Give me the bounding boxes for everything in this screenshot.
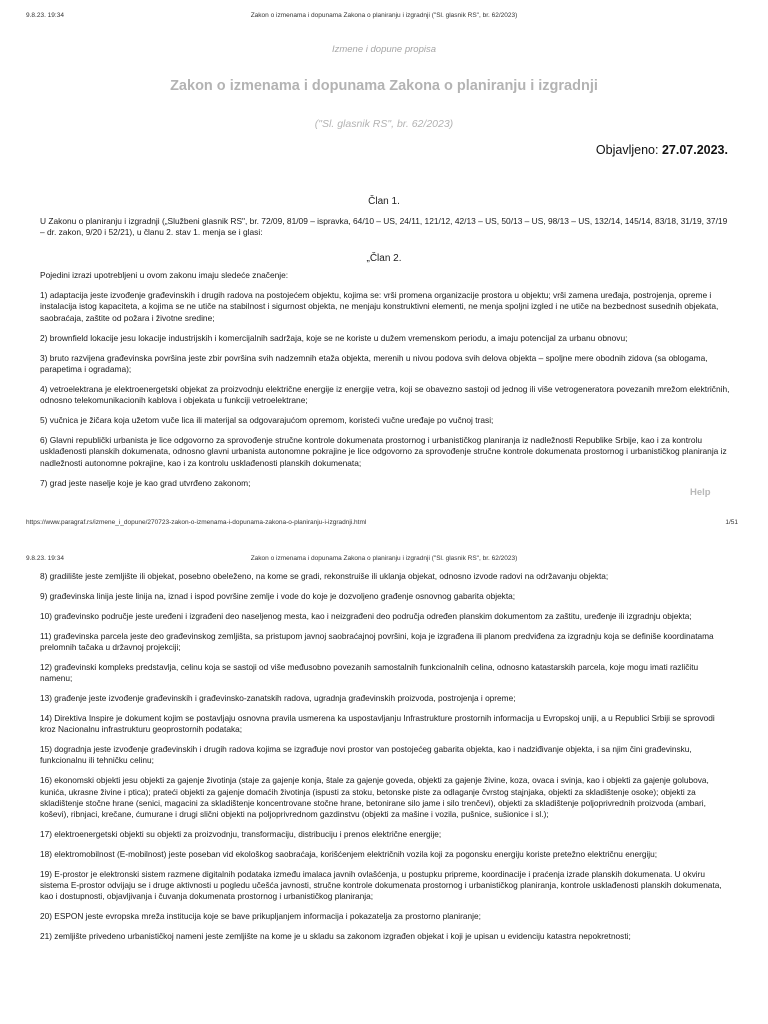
definition-item: 1) adaptacija jeste izvođenje građevinskih i drugih radova na postojećem objektu, kojima se: vrši promena organizacije prostora u objektu; vrši zamena uređaja, postrojenja, opreme i instalacija istog kapaciteta, a kojima se ne utiče na stabilnost i sigurnost objekta, ne menjaju konstruktivni elementi, ne menja spoljni izgled i ne utiče na bezbednost susednih objekata, saobraćaja, zaštite od požara i životne sredine;: [40, 289, 719, 323]
source-url[interactable]: https://www.paragraf.rs/izmene_i_dopune/270723-zakon-o-izmenama-i-dopunama-zakona-o-planiranju-i-izgradnji.html: [26, 519, 367, 526]
definition-item: 19) E-prostor je elektronski sistem razmene digitalnih podataka između imalaca javnih ovlašćenja, u postupku pripreme, koordinacije i praćenja izrade planskih dokumenata. U okviru sistema E-prostor odvijaju se i druge aktivnosti u pogledu učešća javnosti, stručne kontrole dokumenata prostornog i urbanističkog planiranja, kontrole usklađenosti planskih dokumenata, kao i dostupnosti, objavljivanja i čuvanja dokumenata prostornog i urbanističkog planiranja;: [40, 868, 722, 902]
definition-item: 16) ekonomski objekti jesu objekti za gajenje životinja (staje za gajenje konja, štale za gajenje goveda, objekti za gajenje živine, koza, ovaca i svinja, kao i objekti za gajenje golubova, kunića, ukrasne živine i ptica); prateći objekti za gajenje domaćih životinja (ispusti za stoku, betonske piste za odlaganje čvrstog stajnjaka, objekti za skladištenje osoke); objekti za skladištenje stočne hrane (senici, magacini za skladištenje koncentrovane stočne hrane, betonirane silo jame i silo trenčevi), objekti za skladištenje poljoprivrednih proizvoda (ambari, koševi), ribnjaci, krečane, ćumurane i drugi slični objekti na poljoprivrednom gazdinstvu (objekti za mašine i vozila, pušnice, sušionice i sl.);: [40, 775, 709, 820]
definition-item: 13) građenje jeste izvođenje građevinskih i građevinsko-zanatskih radova, ugradnja građevinskih proizvoda, postrojenja i opreme;: [40, 693, 516, 704]
definition-item: 17) elektroenergetski objekti su objekti za proizvodnju, transformaciju, distribuciju i prenos električne energije;: [40, 829, 442, 840]
print-doc-title: Zakon o izmenama i dopunama Zakona o planiranju i izgradnji ("Sl. glasnik RS", br. 62/2023): [250, 12, 518, 19]
definition-item: 8) gradilište jeste zemljište ili objekat, posebno obeleženo, na kome se gradi, rekonstruiše ili uklanja objekat, odnosno izvode radovi na održavanju objekta;: [40, 571, 609, 581]
definition-item: 9) građevinska linija jeste linija na, iznad i ispod površine zemlje i vode do koje je dozvoljeno građenje osnovnog gabarita objekta;: [40, 590, 516, 601]
definitions-list-page-2: [40, 571, 732, 951]
definitions-intro: Pojedini izrazi upotrebljeni u ovom zakonu imaju sledeće značenje:: [40, 270, 289, 280]
article-1-text: U Zakonu o planiranju i izgradnji („Službeni glasnik RS", br. 72/09, 81/09 – ispravka, 64/10 – US, 24/11, 121/12, 42/13 – US, 50/13 – US, 98/13 – US, 132/14, 145/14, 83/18, 31/19, 37/19 – dr. zakon, 9/20 i 52/21), u članu 2. stav 1. menja se i glasi:: [40, 216, 728, 238]
page-footer: [26, 519, 738, 529]
definition-item: 10) građevinsko područje jeste uređeni i izgrađeni deo naseljenog mesta, kao i neizgrađeni deo područja određen planskim dokumentom za zaštitu, uređenje ili izgradnju objekta;: [40, 610, 692, 621]
pdf-page-2: [0, 551, 768, 1024]
published-label: Objavljeno:: [595, 143, 659, 157]
gazette-reference: ("Sl. glasnik RS", br. 62/2023): [314, 118, 454, 130]
definition-item: 11) građevinska parcela jeste deo građevinskog zemljišta, sa pristupom javnoj saobraćajnoj površini, koja je izgrađena ili planom predviđena za izgradnju koja se definiše koordinatama prelomnih tačaka u državnoj projekciji;: [40, 630, 714, 652]
page-header: [26, 555, 742, 565]
page-gap: [0, 535, 768, 551]
definition-item: 5) vučnica je žičara koja užetom vuče lica ili materijal sa odgovarajućom opremom, koristeći vučne uređaje po vučnoj trasi;: [40, 415, 494, 426]
category-kicker: Izmene i dopune propisa: [331, 44, 437, 55]
definition-item: 7) grad jeste naselje koje je kao grad utvrđeno zakonom;: [40, 477, 251, 488]
definition-item: 15) dogradnja jeste izvođenje građevinskih i drugih radova kojima se izgrađuje novi prostor van postojećeg gabarita objekta, kao i nadziđivanje objekta, i sa njim čini građevinsku, funkcionalnu ili tehničku celinu;: [40, 744, 692, 766]
document-title: Zakon o izmenama i dopunama Zakona o planiranju i izgradnji: [170, 78, 598, 94]
print-datetime: 9.8.23. 19:34: [26, 12, 64, 19]
published-date: 27.07.2023.: [661, 143, 728, 157]
page-header: [26, 12, 742, 22]
definitions-list-page-1: [40, 270, 730, 498]
definition-item: 21) zemljište privedeno urbanističkoj nameni jeste zemljište na kome je u skladu sa zakonom izgrađen objekat i koji je upisan u evidenciju katastra nepokretnosti;: [40, 931, 631, 942]
definition-item: 14) Direktiva Inspire je dokument kojim se postavljaju osnovna pravila usmerena ka uspostavljanju Infrastrukture prostornih informacija u Evropskoj uniji, a u Republici Srbiji se sprovodi kroz Nacionalnu infrastrukturu geoprostornih podataka;: [40, 712, 715, 735]
definition-item: 20) ESPON jeste evropska mreža institucija koje se bave prikupljanjem informacija i pokazatelja za prostorno planiranje;: [40, 911, 481, 922]
published-line: [596, 143, 728, 157]
help-button[interactable]: Help: [690, 487, 711, 498]
definition-item: 6) Glavni republički urbanista je lice odgovorno za sprovođenje stručne kontrole dokumenata prostornog i urbanističkog planiranja iz nadležnosti Republike Srbije, kao i za kontrolu usklađenosti planskih dokumenata, odnosno glavni urbanista autonomne pokrajine je lice odgovorno za sprovođenje stručne kontrole dokumenata prostornog i urbanističkog planiranja iz nadležnosti autonomne pokrajine, kao i za kontrolu usklađenosti planskih dokumenata;: [40, 435, 727, 468]
print-doc-title: Zakon o izmenama i dopunama Zakona o planiranju i izgradnji ("Sl. glasnik RS", br. 62/2023): [250, 555, 518, 562]
print-datetime: 9.8.23. 19:34: [26, 555, 64, 562]
definition-item: 2) brownfield lokacije jesu lokacije industrijskih i komercijalnih sadržaja, koje se ne koriste u dužem vremenskom periodu, a imaju potencijal za urbanu obnovu;: [40, 332, 628, 343]
definition-item: 12) građevinski kompleks predstavlja, celinu koja se sastoji od više međusobno povezanih samostalnih funkcionalnih celina, odnosno katastarskih parcela, koje mogu imati različitu namenu;: [40, 661, 699, 684]
page-number: 1/51: [725, 519, 738, 526]
definition-item: 3) bruto razvijena građevinska površina jeste zbir površina svih nadzemnih etaža objekta, merenih u nivou podova svih delova objekta – spoljne mere obodnih zidova (sa oblogama, parapetima i ogradama);: [40, 352, 708, 374]
article-2-heading: „Član 2.: [366, 253, 402, 264]
article-1-heading: Član 1.: [368, 196, 400, 207]
definition-item: 18) elektromobilnost (E-mobilnost) jeste poseban vid ekološkog saobraćaja, korišćenjem električnih vozila koji za pogonsku energiju koriste pretežno električnu energiju;: [40, 848, 658, 859]
definition-item: 4) vetroelektrana je elektroenergetski objekat za proizvodnju električne energije iz energije vetra, koji se obavezno sastoji od jednog ili više vetrogeneratora povezanih mrežom električnih, odnosno telekomunikacionih kablova i objekata u funkciji vetroelektrane;: [40, 383, 730, 406]
